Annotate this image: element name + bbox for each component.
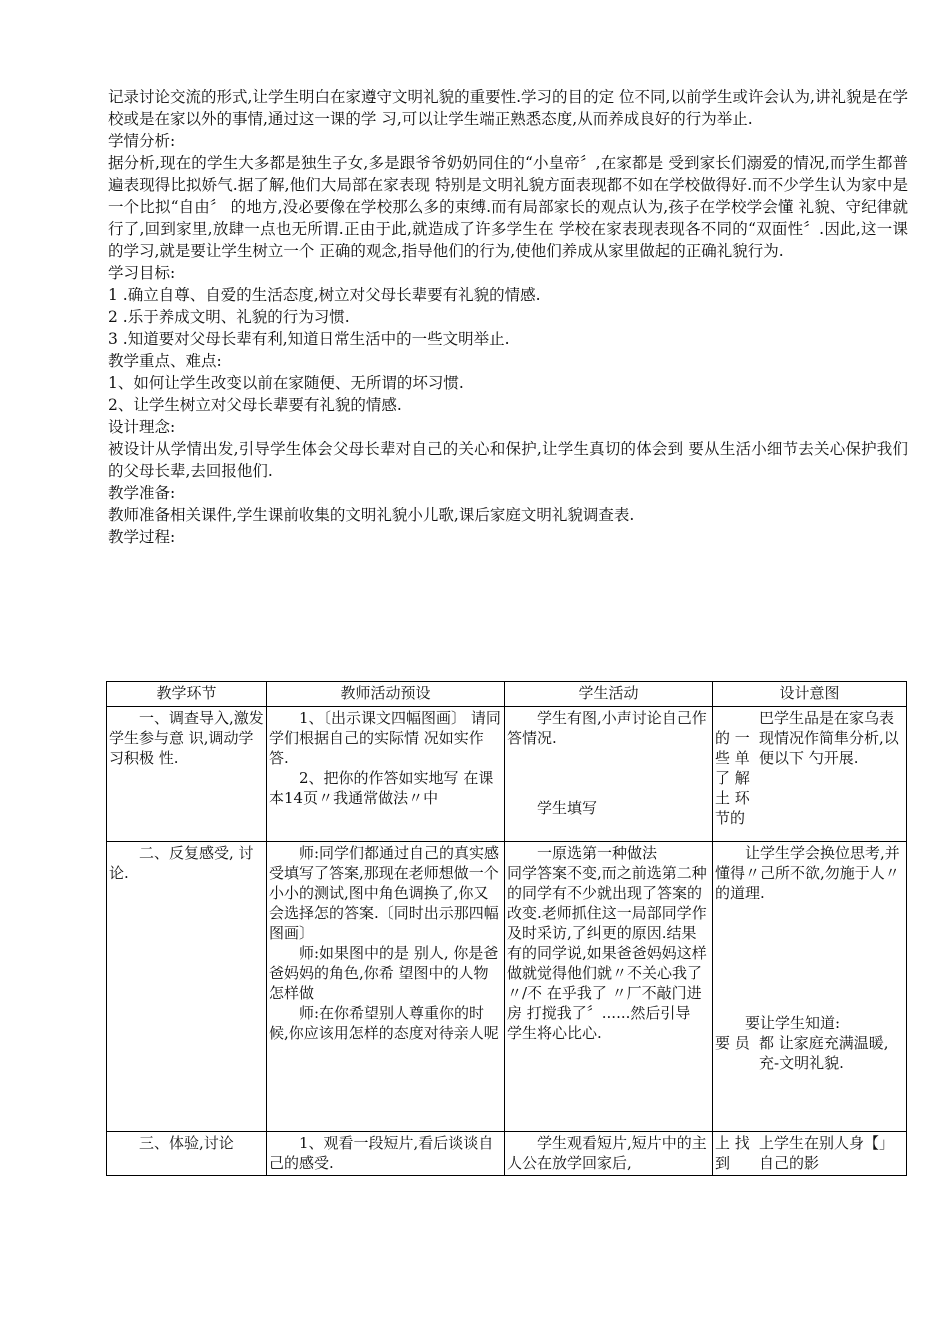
row3-teacher-cell <box>267 1132 505 1176</box>
goal-item-2: 2 .乐于养成文明、礼貌的行为习惯. <box>108 308 350 326</box>
row2-intent-cell <box>713 842 907 1132</box>
table-row <box>107 842 907 1132</box>
row1-intent-cell <box>713 707 907 842</box>
row3-stage-cell <box>107 1132 267 1176</box>
prep-heading: 教学准备: <box>108 484 176 502</box>
row2-intent-side-text: 要 员 <box>715 1034 750 1052</box>
analysis-heading: 学情分析: <box>108 132 176 150</box>
row3-teacher-text-1: 1、观看一段短片,看后谈谈自己的感受. <box>269 1134 494 1172</box>
row2-student-text-1: 一原选第一种做法 <box>537 844 658 862</box>
row3-intent-text: 上学生在别人身【」自己的影 <box>759 1134 895 1172</box>
keypoint-item-2: 2、让学生树立对父母长辈要有礼貌的情感. <box>108 396 402 414</box>
row1-teacher-cell <box>267 707 505 842</box>
row1-intent-text: 巴学生品是在家乌表现情况作简隼分析,以便以下 勺开展. <box>759 709 899 767</box>
row2-teacher-text-1: 师:同学们都通过自己的真实感受填写了答案,那现在老师想做一个小小的测试,图中角色调换了,你又会选择怎的答案.〔同时出示那四幅图画〕 <box>269 844 500 942</box>
row2-teacher-cell <box>267 842 505 1132</box>
row2-stage-text: 二、反复感受, 讨论. <box>109 844 254 882</box>
row2-intent-text-1: 让学生学会换位思考,并懂得〃己所不欲,勿施于人〃的道理. <box>715 844 900 902</box>
teaching-process-table <box>106 681 907 1176</box>
goals-heading: 学习目标: <box>108 264 176 282</box>
row1-student-cell <box>505 707 713 842</box>
table-row <box>107 707 907 842</box>
row2-intent-text-2: 要让学生知道: <box>745 1014 841 1032</box>
row2-teacher-text-2: 师:如果图中的是 别人, 你是爸爸妈妈的角色,你希 望图中的人物怎样做 <box>269 944 499 1002</box>
row2-intent-text-3: 让家庭充满温暖,充-文明礼貌. <box>759 1034 889 1072</box>
concept-heading: 设计理念: <box>108 418 176 436</box>
column-header-intent: 设计意图 <box>713 682 907 707</box>
row3-stage-text: 三、体验,讨论 <box>139 1134 234 1152</box>
table-header-row <box>107 682 907 707</box>
row2-teacher-text-3: 师:在你希望别人尊重你的时候,你应该用怎样的态度对待亲人呢 <box>269 1004 499 1042</box>
row3-student-cell <box>505 1132 713 1176</box>
column-header-teacher: 教师活动预设 <box>267 682 505 707</box>
prep-paragraph: 教师准备相关课件,学生课前收集的文明礼貌小儿歌,课后家庭文明礼貌调查表. <box>108 506 635 524</box>
row2-student-cell <box>505 842 713 1132</box>
concept-paragraph: 被设计从学情出发,引导学生体会父母长辈对自己的关心和保护,让学生真切的体会到 要从生活小细节去关心保护我们的父母长辈,去回报他们. <box>108 440 908 480</box>
document-body <box>108 86 908 548</box>
goal-item-3: 3 .知道要对父母长辈有利,知道日常生活中的一些文明举止. <box>108 330 510 348</box>
row2-stage-cell <box>107 842 267 1132</box>
row2-student-text-2: 同学答案不变,而之前选第二种的同学有不少就出现了答案的改变.老师抓住这一局部同学作及时采访,了纠更的原因.结果有的同学说,如果爸爸妈妈这样做就觉得他们就〃不关心我了 〃/不 在乎我了 〃厂不敲门进房 打搅我了〞......然后引导 学生将心比心. <box>507 864 707 1042</box>
row1-teacher-text-2: 2、把你的作答如实地写 在课本14页〃我通常做法〃中 <box>269 769 494 807</box>
row3-intent-side-text: 上 找 到 <box>715 1134 750 1172</box>
analysis-paragraph: 据分析,现在的学生大多都是独生子女,多是跟爷爷奶奶同住的“小皇帝〞,在家都是 受到家长们溺爱的情况,而学生都普遍表现得比拟娇气.据了解,他们大局部在家表现 特别是文明礼貌方面表现都不如在学校做得好.而不少学生认为家中是一个比拟“自由〞 的地方,没必要像在学校那么多的束缚.而有局部家长的观点认为,孩子在学校学会懂 礼貌、守纪律就行了,回到家里,放肆一点也无所谓.正由于此,就造成了许多学生在 学校在家表现表现各不同的“双面性〞.因此,这一课的学习,就是要让学生树立一个 正确的观念,指导他们的行为,使他们养成从家里做起的正确礼貌行为. <box>108 154 908 260</box>
column-header-stage: 教学环节 <box>107 682 267 707</box>
row1-student-text-1: 学生有图,小声讨论自己作答情况. <box>507 709 707 747</box>
keypoints-heading: 教学重点、难点: <box>108 352 222 370</box>
row1-intent-side-text: 的 一 些 单 了 解 土 环 节的 <box>715 729 750 827</box>
row1-stage-cell <box>107 707 267 842</box>
intro-paragraph: 记录讨论交流的形式,让学生明白在家遵守文明礼貌的重要性.学习的目的定 位不同,以前学生或许会认为,讲礼貌是在学校或是在家以外的事情,通过这一课的学 习,可以让学生端正熟悉态度,从而养成良好的行为举止. <box>108 88 908 128</box>
row3-intent-cell <box>713 1132 907 1176</box>
row1-teacher-text-1: 1、〔出示课文四幅图画〕 请同学们根据自己的实际情 况如实作答. <box>269 709 501 767</box>
row2-intent-side-text-2: 都 <box>759 1034 775 1052</box>
row1-student-text-2: 学生填写 <box>537 799 598 817</box>
table-row <box>107 1132 907 1176</box>
process-heading: 教学过程: <box>108 528 176 546</box>
goal-item-1: 1 .确立自尊、自爱的生活态度,树立对父母长辈要有礼貌的情感. <box>108 286 541 304</box>
row1-stage-text: 一、调查导入,激发学生参与意 识,调动学习积极 性. <box>109 709 264 767</box>
column-header-student: 学生活动 <box>505 682 713 707</box>
keypoint-item-1: 1、如何让学生改变以前在家随便、无所谓的坏习惯. <box>108 374 464 392</box>
row3-student-text-1: 学生观看短片,短片中的主人公在放学回家后, <box>507 1134 707 1172</box>
